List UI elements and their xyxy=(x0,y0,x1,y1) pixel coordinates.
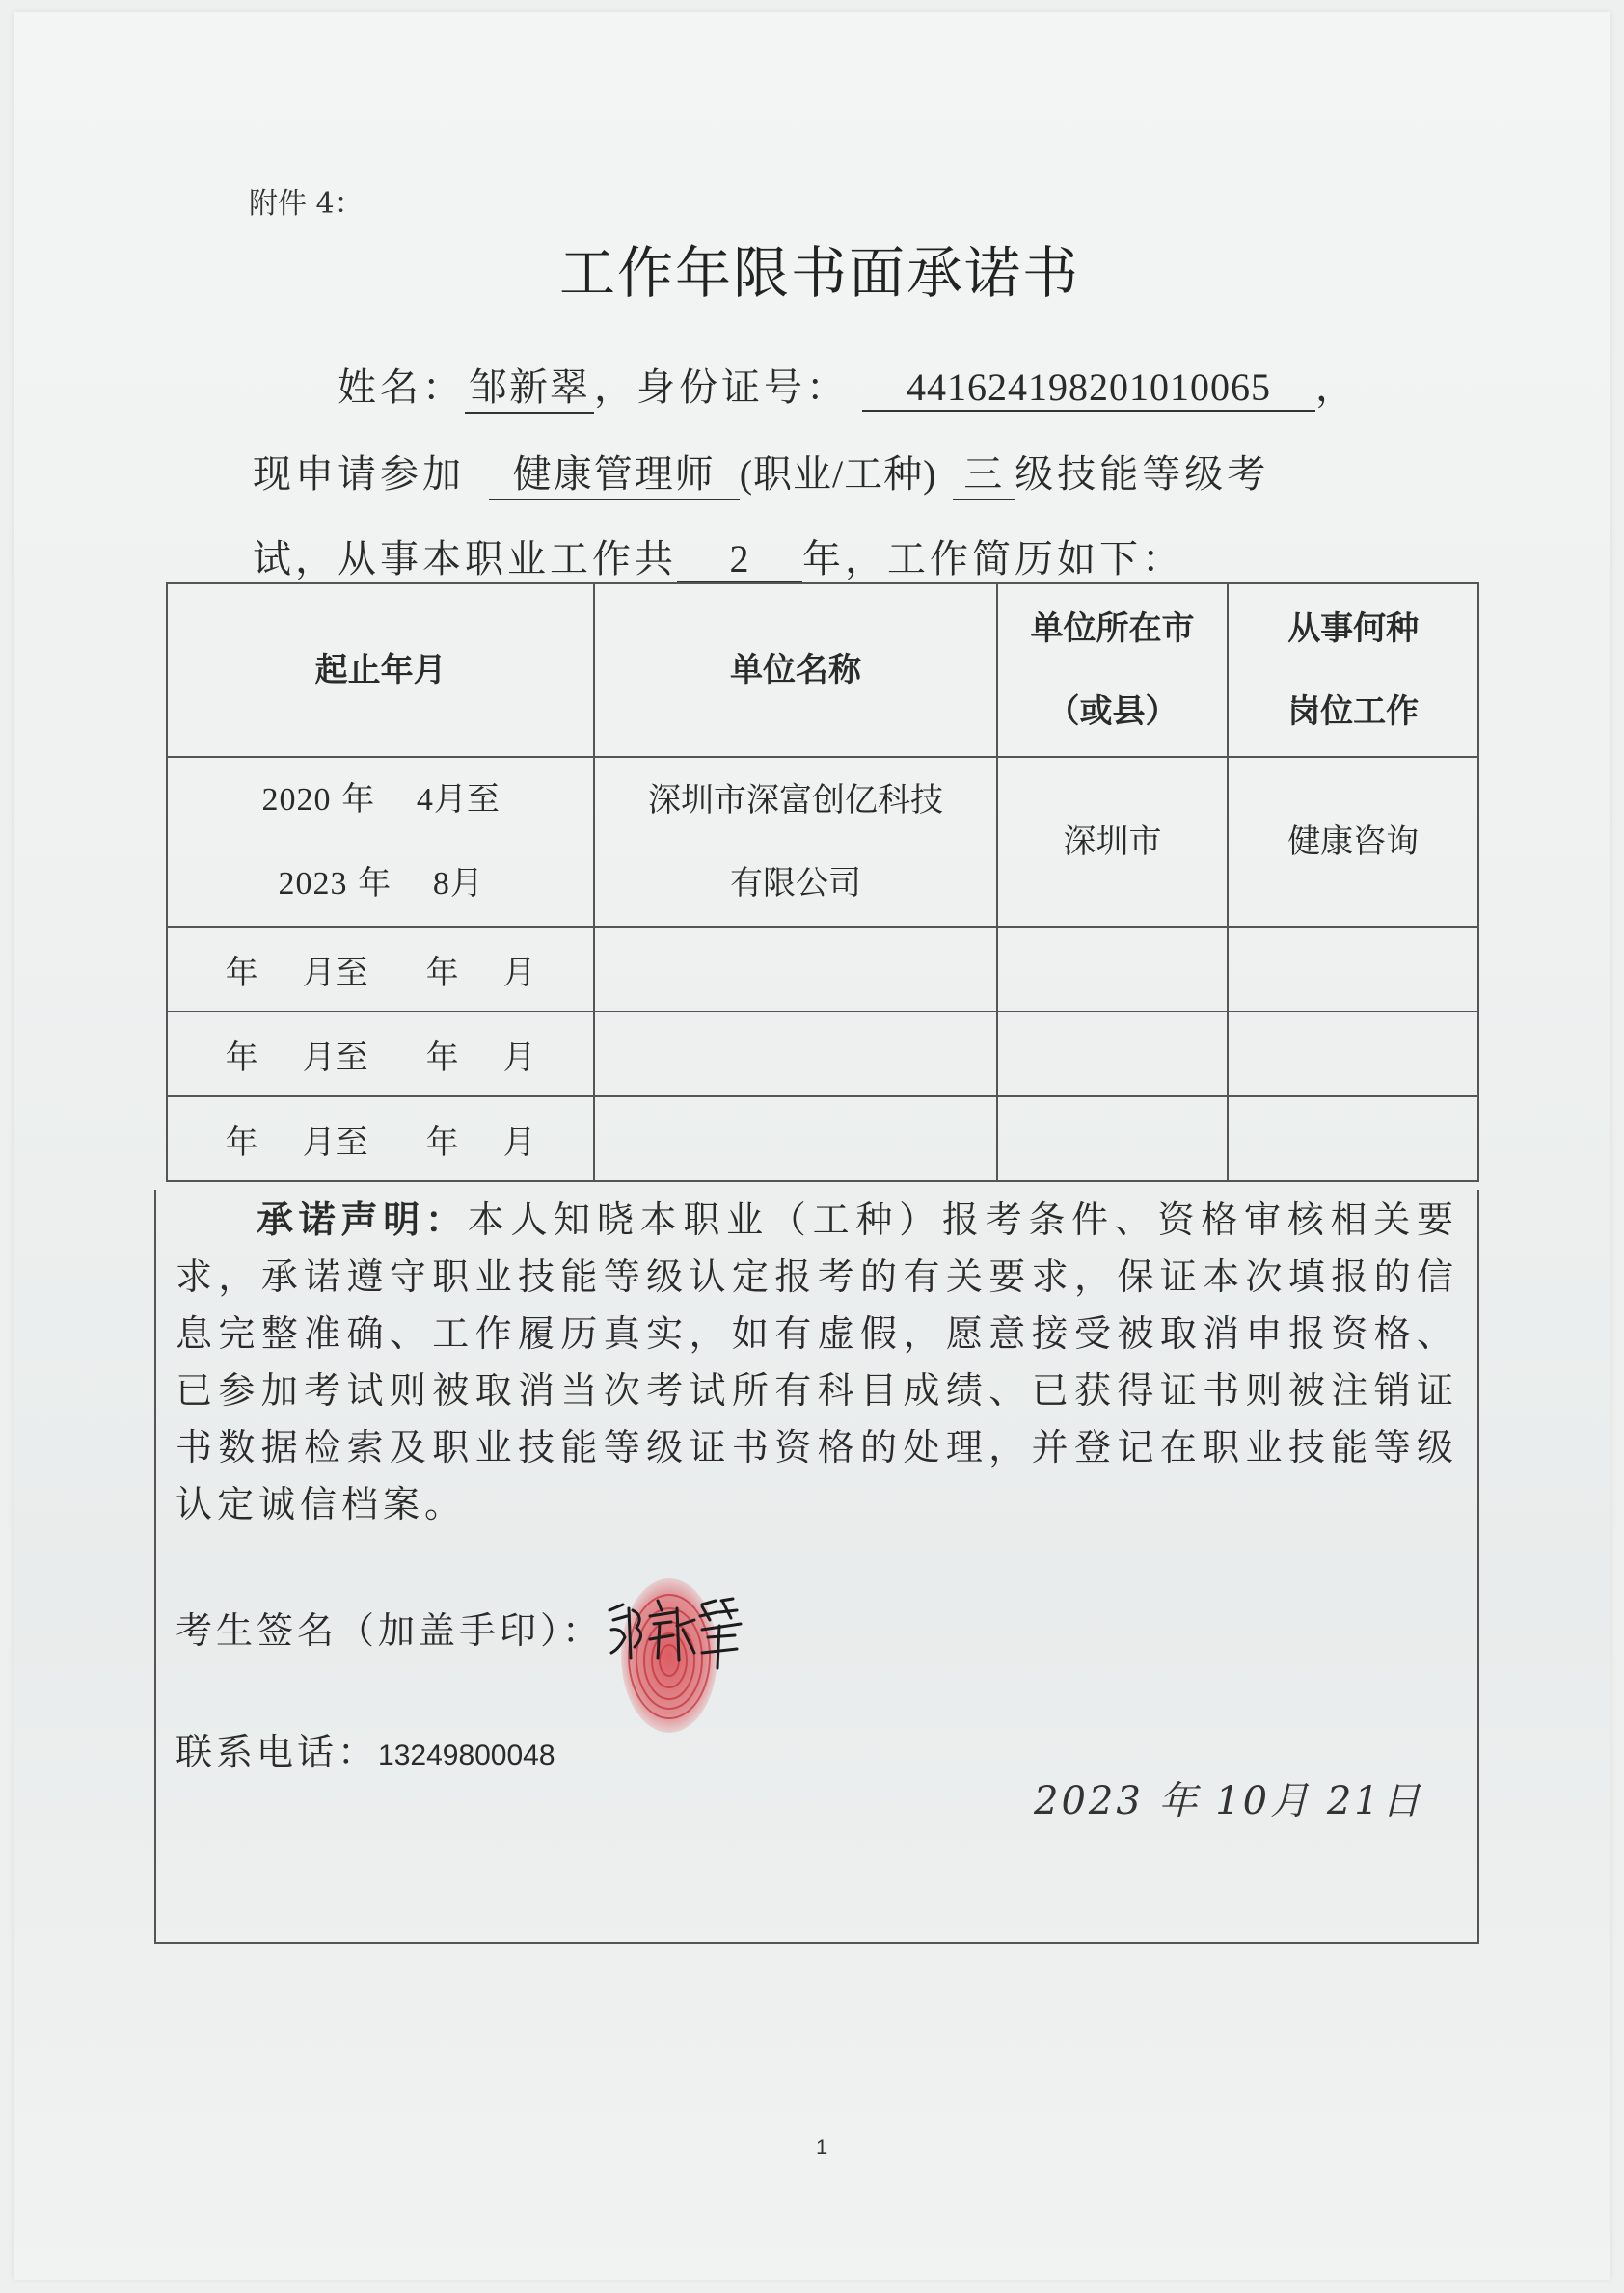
work-history-table xyxy=(166,582,1479,1182)
promise-heading: 承诺声明： xyxy=(257,1199,468,1241)
table-row xyxy=(167,1012,1478,1096)
company-cell xyxy=(594,1096,996,1181)
applicant-name: 邹新翠 xyxy=(465,357,594,414)
applicant-line-3 xyxy=(253,528,1184,583)
position-cell xyxy=(1228,927,1478,1012)
period-cell: 年 月至 年 月 xyxy=(167,1012,594,1096)
name-label: 姓名： xyxy=(338,365,465,410)
phone-line xyxy=(176,1722,555,1775)
skill-level: 三 xyxy=(953,444,1015,500)
position-cell: 健康咨询 xyxy=(1228,757,1478,927)
city-cell xyxy=(997,927,1229,1012)
header-company: 单位名称 xyxy=(594,583,996,757)
position-cell xyxy=(1228,1012,1478,1096)
handwritten-signature xyxy=(602,1591,746,1678)
period-cell: 2020 年 4月至 2023 年 8月 xyxy=(167,757,594,927)
document-title: 工作年限书面承诺书 xyxy=(558,240,1080,306)
company-cell xyxy=(594,927,996,1012)
promise-statement xyxy=(176,1192,1458,1533)
attachment-label: 附件 4： xyxy=(249,187,364,221)
city-cell xyxy=(997,1012,1229,1096)
page-number: 1 xyxy=(816,2135,828,2159)
work-years-suffix: 年，工作简历如下： xyxy=(802,537,1184,581)
phone-number: 13249800048 xyxy=(378,1740,555,1771)
id-number: 441624198201010065 xyxy=(862,364,1315,412)
table-row xyxy=(167,757,1478,927)
table-row xyxy=(167,927,1478,1012)
table-header-row xyxy=(167,583,1478,757)
apply-prefix: 现申请参加 xyxy=(253,452,465,497)
company-cell: 深圳市深富创亿科技 有限公司 xyxy=(594,757,996,927)
level-suffix: 级技能等级考 xyxy=(1015,452,1270,497)
city-cell: 深圳市 xyxy=(997,757,1229,927)
company-cell xyxy=(594,1012,996,1096)
occupation-suffix: (职业/工种) xyxy=(739,452,937,496)
signature-label: 考生签名（加盖手印）： xyxy=(176,1609,604,1652)
position-cell xyxy=(1228,1096,1478,1181)
work-years: 2 xyxy=(677,536,802,583)
table-row xyxy=(167,1096,1478,1181)
period-cell: 年 月至 年 月 xyxy=(167,927,594,1012)
period-cell: 年 月至 年 月 xyxy=(167,1096,594,1181)
occupation: 健康管理师 xyxy=(489,444,740,500)
header-position: 从事何种 岗位工作 xyxy=(1228,583,1478,757)
work-years-prefix: 试，从事本职业工作共 xyxy=(253,537,677,581)
applicant-line-2 xyxy=(253,444,1269,500)
header-city: 单位所在市 （或县） xyxy=(997,583,1229,757)
applicant-line-1: 姓名： 邹新翠 ，身份证号： 441624198201010065 ， xyxy=(338,357,1358,414)
header-period: 起止年月 xyxy=(167,583,594,757)
id-label: ，身份证号： xyxy=(594,365,849,410)
city-cell xyxy=(997,1096,1229,1181)
promise-text: 本人知晓本职业（工种）报考条件、资格审核相关要求，承诺遵守职业技能等级认定报考的有关要求，保证本次填报的信息完整准确、工作履历真实，如有虚假，愿意接受被取消申报资格、已参加考试则被取消当次考试所有科目成绩、已获得证书则被注销证书数据检索及职业技能等级证书资格的处理，并登记在职业技能等级认定诚信档案。 xyxy=(176,1199,1458,1525)
signature-date: 2023 年 10月 21日 xyxy=(1034,1779,1423,1823)
phone-label: 联系电话： xyxy=(176,1731,379,1773)
